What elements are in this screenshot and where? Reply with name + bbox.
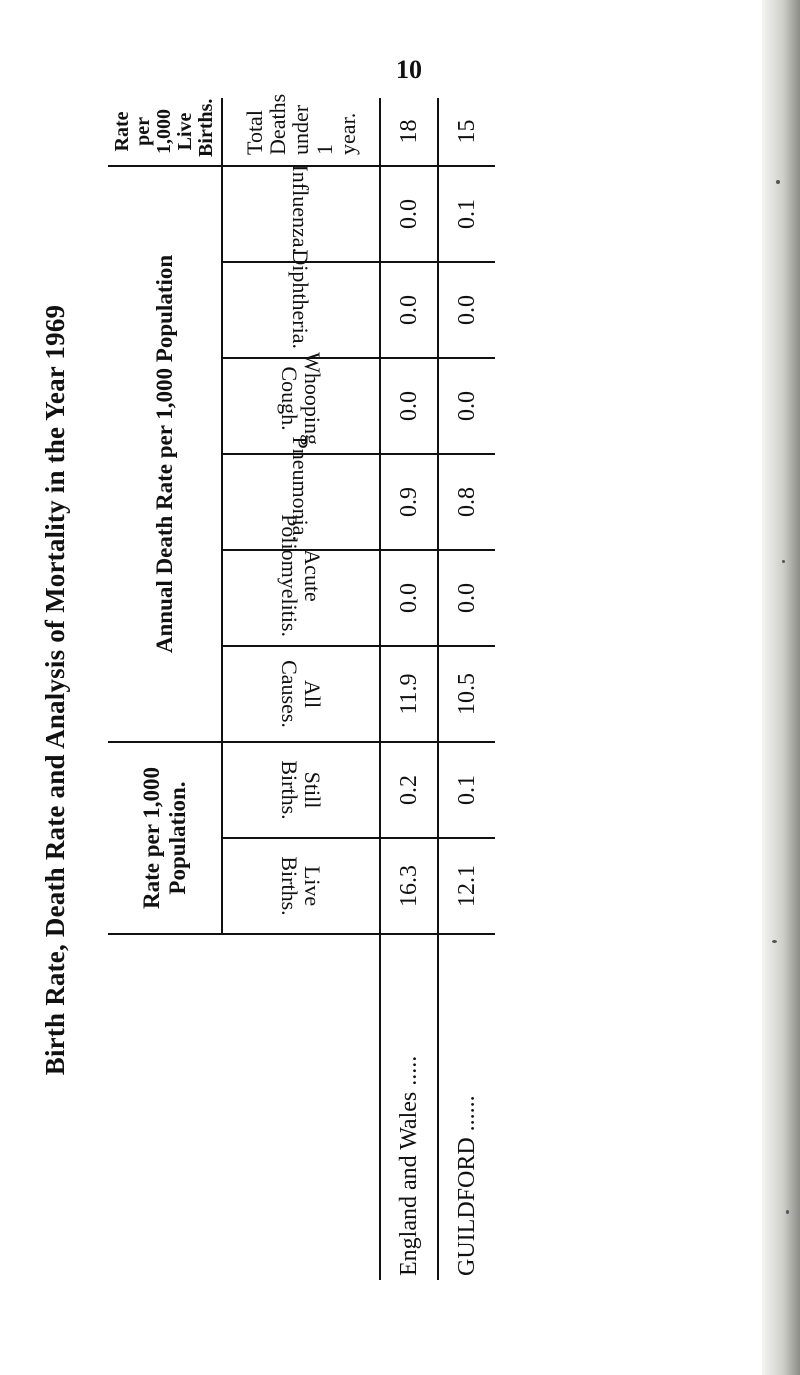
cell-whooping-cough: 0.0 <box>380 358 438 454</box>
group-infant-rate: Rate per 1,000 Live Births. <box>108 98 222 166</box>
page-number: 10 <box>396 55 422 84</box>
rotated-table-area <box>0 80 800 1300</box>
cell-influenza: 0.0 <box>380 166 438 262</box>
col-acute-poliomyelitis: Acute Poliomyelitis. <box>222 550 380 646</box>
group-birth-rate: Rate per 1,000 Population. <box>108 742 222 934</box>
col-still-births: Still Births. <box>222 742 380 838</box>
group-death-rate: Annual Death Rate per 1,000 Population <box>108 166 222 742</box>
cell-still-births: 0.1 <box>438 742 495 838</box>
cell-still-births: 0.2 <box>380 742 438 838</box>
cell-whooping-cough: 0.0 <box>438 358 495 454</box>
mortality-table <box>108 93 495 1280</box>
cell-diphtheria: 0.0 <box>438 262 495 358</box>
cell-total-deaths-under-1: 15 <box>438 98 495 166</box>
cell-pneumonia: 0.8 <box>438 454 495 550</box>
row-area: England and Wales ..... <box>380 934 438 1280</box>
col-pneumonia: Pneumonia. <box>222 454 380 550</box>
cell-total-deaths-under-1: 18 <box>380 98 438 166</box>
table-row <box>438 98 495 1280</box>
cell-live-births: 16.3 <box>380 838 438 934</box>
cell-all-causes: 11.9 <box>380 646 438 742</box>
cell-acute-poliomyelitis: 0.0 <box>380 550 438 646</box>
cell-acute-poliomyelitis: 0.0 <box>438 550 495 646</box>
col-all-causes: All Causes. <box>222 646 380 742</box>
col-live-births: Live Births. <box>222 838 380 934</box>
cell-live-births: 12.1 <box>438 838 495 934</box>
table-title: Birth Rate, Death Rate and Analysis of Mortality in the Year 1969 <box>40 304 70 1076</box>
area-header-blank <box>108 934 380 1280</box>
cell-pneumonia: 0.9 <box>380 454 438 550</box>
row-area: GUILDFORD ...... <box>438 934 495 1280</box>
cell-diphtheria: 0.0 <box>380 262 438 358</box>
col-influenza: Influenza. <box>222 166 380 262</box>
col-whooping-cough: Whooping Cough. <box>222 358 380 454</box>
cell-influenza: 0.1 <box>438 166 495 262</box>
cell-all-causes: 10.5 <box>438 646 495 742</box>
col-total-deaths-under-1: Total Deaths under 1 year. <box>222 98 380 166</box>
table-row <box>380 98 438 1280</box>
col-diphtheria: Diphtheria. <box>222 262 380 358</box>
